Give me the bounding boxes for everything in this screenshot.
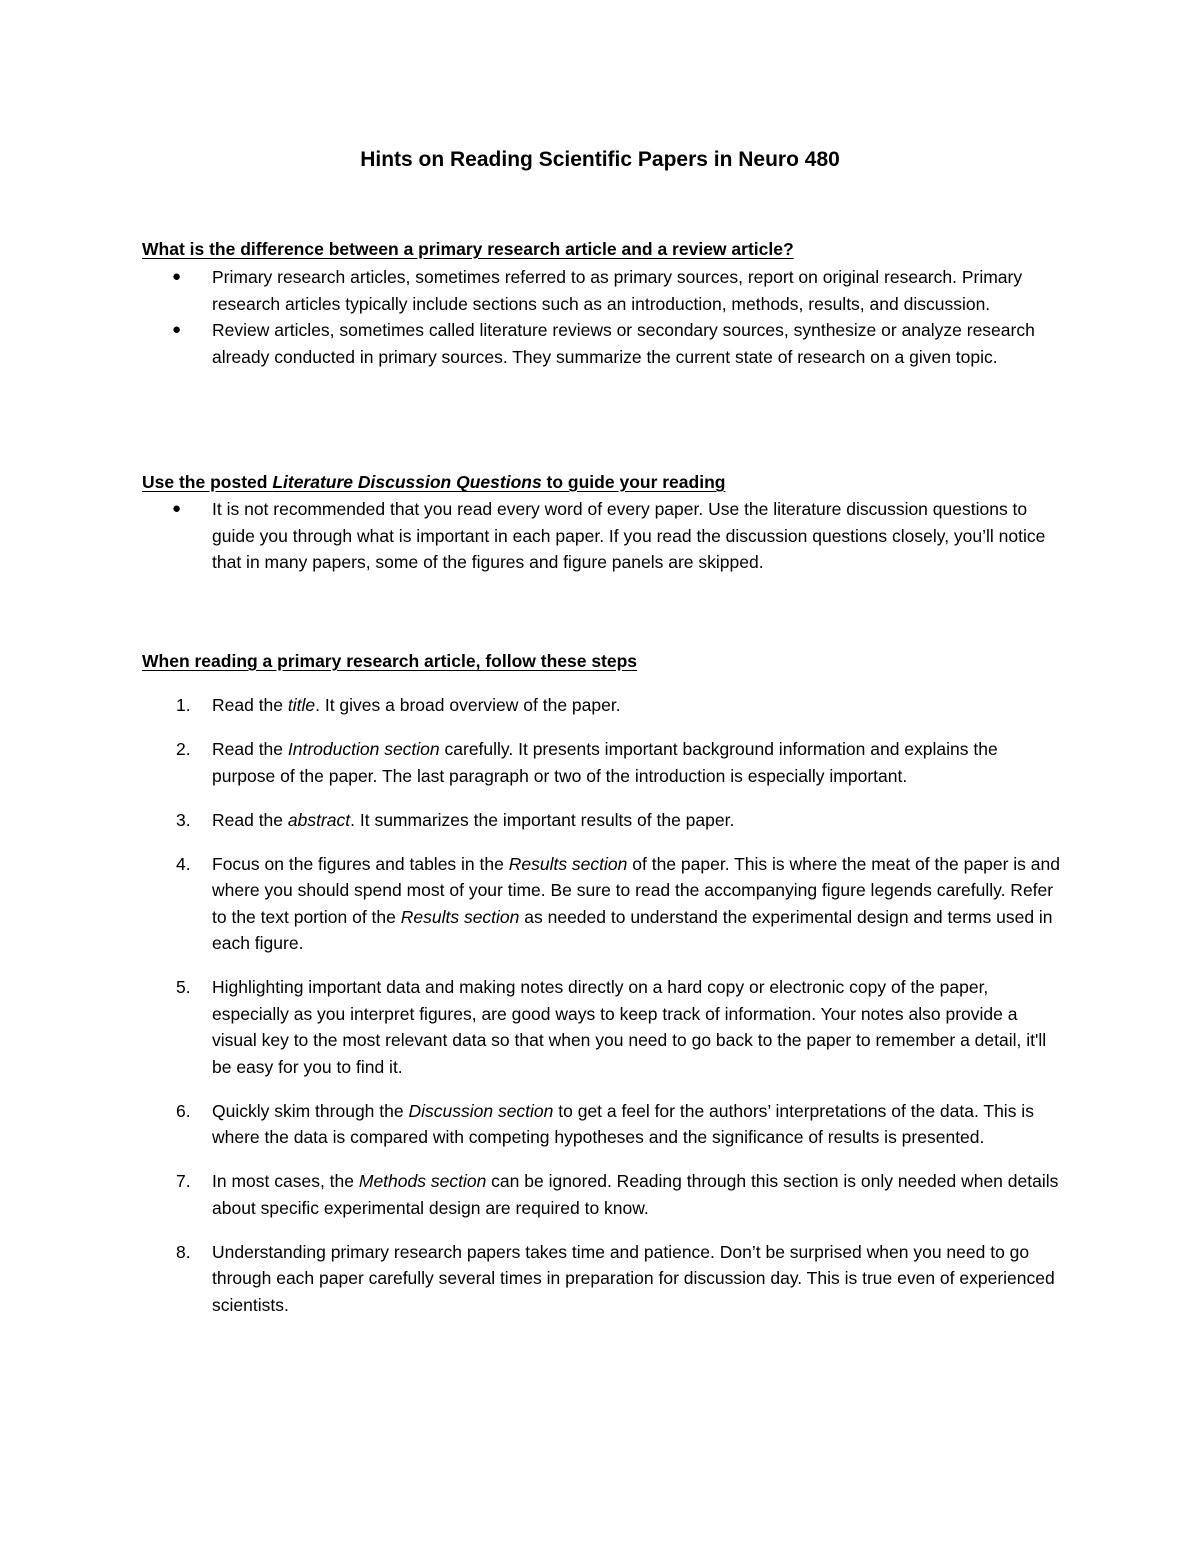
- step-text: Focus on the figures and tables in the: [212, 853, 509, 874]
- step-number: 3.: [176, 809, 191, 830]
- list-item: [142, 317, 1062, 370]
- step-item: [142, 736, 1062, 789]
- step-text: Quickly skim through the: [212, 1100, 409, 1121]
- step-text: In most cases, the: [212, 1171, 359, 1191]
- discussion-bullet-list: [142, 496, 1062, 576]
- list-item: [142, 264, 1062, 317]
- step-item: [142, 1168, 1062, 1221]
- step-text: . It summarizes the important results of the paper.: [350, 809, 735, 830]
- step-text: Read the: [212, 809, 288, 830]
- step-text: carefully. It presents important background information and explains the purpose of the paper. The last paragraph or two of the introduction is especially important.: [212, 739, 998, 786]
- step-number: 8.: [176, 1241, 191, 1262]
- step-text: can be ignored. Reading through this section is only needed when details about specific experimental design are required to know.: [212, 1171, 1059, 1218]
- heading-text: Use the posted: [142, 472, 273, 492]
- section-heading-steps: When reading a primary research article, follow these steps: [142, 651, 638, 671]
- step-number: 4.: [176, 853, 191, 874]
- step-italic-text: Introduction section: [287, 739, 440, 759]
- step-italic-text: abstract: [287, 809, 351, 830]
- bullet-icon: ●: [172, 500, 182, 517]
- list-item: [142, 496, 1062, 576]
- page-title: Hints on Reading Scientific Papers in Neuro 480: [360, 148, 840, 171]
- step-text: Understanding primary research papers takes time and patience. Don’t be surprised when you need to go through each paper carefully several times in preparation for discussion day. This is true even of experienced scientists.: [212, 1241, 1055, 1315]
- bullet-text: It is not recommended that you read every word of every paper. Use the literature discussion questions to guide you through what is important in each paper. If you read the discussion questions closely, you’ll notice that in many papers, some of the figures and figure panels are skipped.: [212, 499, 1046, 572]
- bullet-text: Primary research articles, sometimes referred to as primary sources, report on original research. Primary research articles typically include sections such as an introduction, methods, results, and discussion.: [212, 267, 1023, 314]
- step-text: . It gives a broad overview of the paper.: [315, 695, 621, 715]
- heading-text: to guide your reading: [541, 472, 726, 492]
- step-number: 6.: [176, 1100, 191, 1121]
- step-item: [142, 1239, 1062, 1319]
- bullet-text: Review articles, sometimes called literature reviews or secondary sources, synthesize or analyze research already conducted in primary sources. They summarize the current state of research on a given topic.: [212, 320, 1035, 367]
- step-italic-text: Discussion section: [408, 1100, 554, 1121]
- step-item: [142, 1098, 1062, 1151]
- step-item: [142, 807, 1062, 834]
- step-text: of the paper. This is where the meat of the paper is and where you should spend most of your time. Be sure to read the accompanying figure legends carefully. Refer to the text portion of the: [212, 853, 1060, 927]
- step-italic-text: Results section: [508, 853, 628, 874]
- step-italic-text: Results section: [400, 906, 520, 927]
- bullet-icon: ●: [172, 321, 182, 338]
- section-heading-discussion-questions: [142, 469, 1102, 495]
- step-number: 1.: [176, 695, 191, 715]
- step-text: Read the: [212, 695, 288, 715]
- step-text: Read the: [212, 739, 288, 759]
- step-number: 2.: [176, 739, 191, 759]
- step-text: Highlighting important data and making notes directly on a hard copy or electronic copy of the paper, especially as you interpret figures, are good ways to keep track of information. Your notes also provide a visual key to the most relevant data so that when you need to go back to the paper to remember a detail, it'll be easy for you to find it.: [212, 977, 1047, 1077]
- steps-list: [142, 692, 1062, 1336]
- step-item: [142, 692, 1062, 719]
- step-text: as needed to understand the experimental design and terms used in each figure.: [212, 906, 1053, 953]
- step-number: 5.: [176, 977, 191, 997]
- difference-bullet-list: [142, 264, 1062, 370]
- step-item: [142, 974, 1062, 1080]
- section-heading-difference: What is the difference between a primary research article and a review article?: [142, 239, 794, 259]
- bullet-icon: ●: [172, 268, 182, 285]
- step-italic-text: Methods section: [358, 1171, 487, 1191]
- step-number: 7.: [176, 1171, 191, 1191]
- step-text: to get a feel for the authors’ interpretations of the data. This is where the data is compared with competing hypotheses and the significance of results is presented.: [212, 1100, 1034, 1147]
- step-italic-text: title: [287, 695, 316, 715]
- step-item: [142, 851, 1062, 957]
- heading-italic-text: Literature Discussion Questions: [272, 472, 542, 492]
